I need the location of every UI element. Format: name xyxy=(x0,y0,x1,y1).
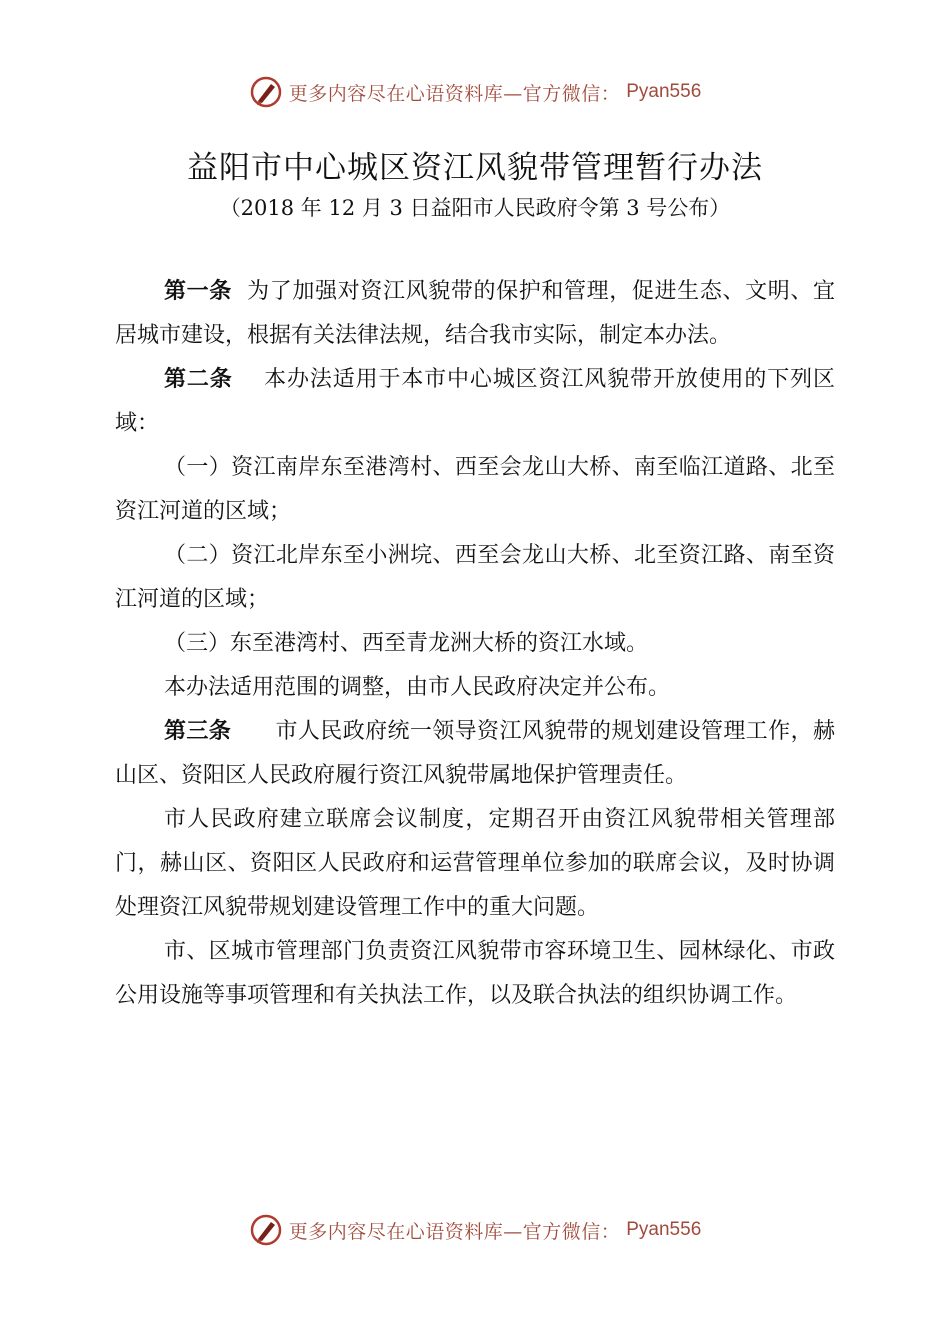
paragraph-text: 本办法适用于本市中心城区资江风貌带开放使用的下列区域： xyxy=(115,367,835,436)
watermark-text: 更多内容尽在心语资料库—官方微信： xyxy=(288,1220,621,1243)
paragraph-city-management xyxy=(115,930,835,1018)
paragraph-text: 市、区城市管理部门负责资江风貌带市容环境卫生、园林绿化、市政公用设施等事项管理和有关执法工作，以及联合执法的组织协调工作。 xyxy=(115,939,835,1008)
watermark-banner-top xyxy=(0,72,950,112)
watermark-banner-bottom xyxy=(0,1210,950,1250)
paragraph-item-1 xyxy=(115,446,835,534)
paragraph-text: 市人民政府建立联席会议制度，定期召开由资江风貌带相关管理部门，赫山区、资阳区人民政府和运营管理单位参加的联席会议，及时协调处理资江风貌带规划建设管理工作中的重大问题。 xyxy=(115,807,835,920)
paragraph-item-3 xyxy=(115,622,835,666)
paragraph-text: 本办法适用范围的调整，由市人民政府决定并公布。 xyxy=(164,675,671,700)
paragraph-scope-adjust xyxy=(115,666,835,710)
paragraph-text: 市人民政府统一领导资江风貌带的规划建设管理工作，赫山区、资阳区人民政府履行资江风貌带属地保护管理责任。 xyxy=(115,719,835,788)
document-body xyxy=(115,270,835,1018)
article-heading: 第三条 xyxy=(164,719,232,744)
paragraph-text: （一）资江南岸东至港湾村、西至会龙山大桥、南至临江道路、北至资江河道的区域； xyxy=(115,455,835,524)
paragraph-text: （三）东至港湾村、西至青龙洲大桥的资江水域。 xyxy=(164,631,649,656)
paragraph-joint-meeting xyxy=(115,798,835,930)
pen-nib-circle-icon xyxy=(249,75,283,109)
paragraph-text: （二）资江北岸东至小洲垸、西至会龙山大桥、北至资江路、南至资江河道的区域； xyxy=(115,543,835,612)
paragraph-text: 为了加强对资江风貌带的保护和管理，促进生态、文明、宜居城市建设，根据有关法律法规，结合我市实际，制定本办法。 xyxy=(115,279,835,348)
paragraph-item-2 xyxy=(115,534,835,622)
watermark-text: 更多内容尽在心语资料库—官方微信： xyxy=(288,82,621,105)
paragraph-article-3 xyxy=(115,710,835,798)
article-heading: 第二条 xyxy=(164,367,233,392)
watermark-contact: Pyan556 xyxy=(626,81,702,102)
article-heading: 第一条 xyxy=(164,279,232,304)
paragraph-article-2 xyxy=(115,358,835,446)
document-subtitle: （2018 年 12 月 3 日益阳市人民政府令第 3 号公布） xyxy=(219,196,731,220)
paragraph-article-1 xyxy=(115,270,835,358)
pen-nib-circle-icon xyxy=(249,1213,283,1247)
watermark-contact: Pyan556 xyxy=(626,1219,702,1240)
document-title: 益阳市中心城区资江风貌带管理暂行办法 xyxy=(187,150,763,186)
